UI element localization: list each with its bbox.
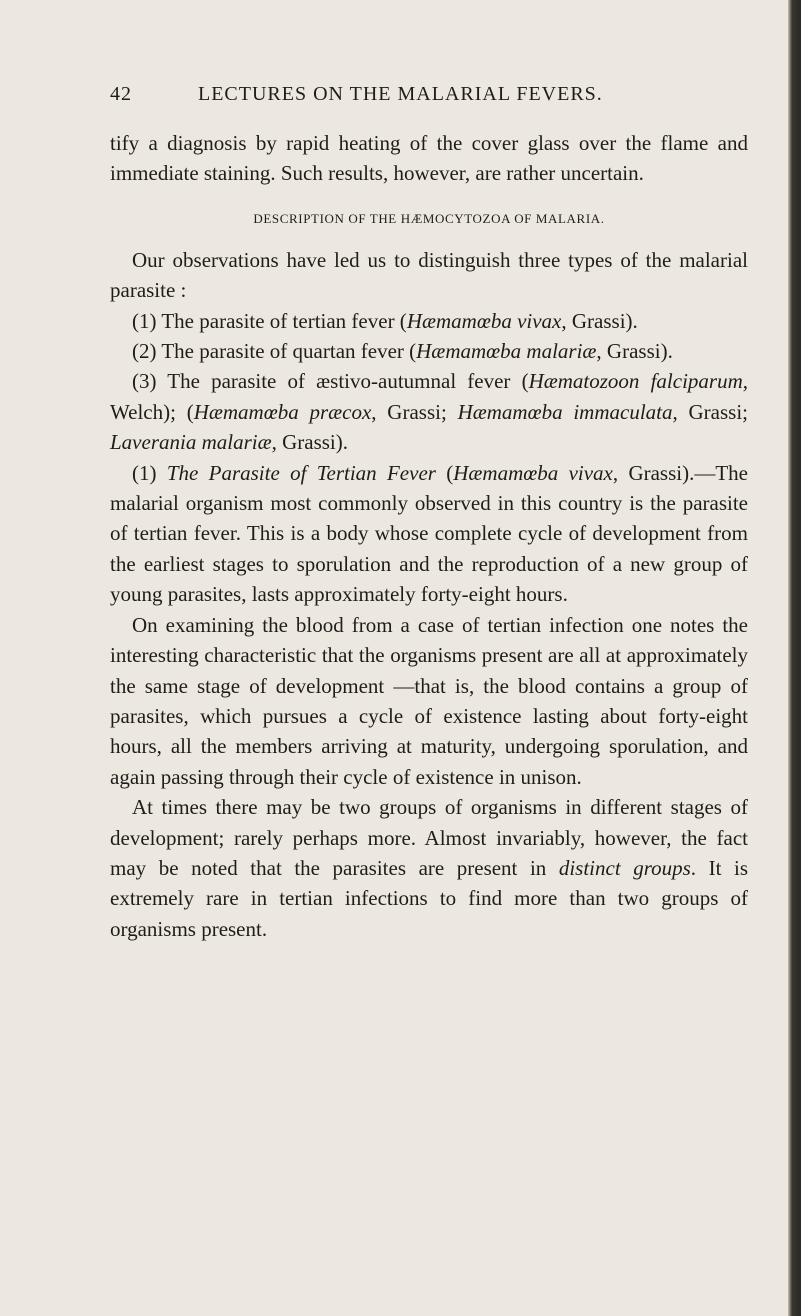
text-run: (: [435, 460, 454, 485]
paragraph-groups: [110, 792, 748, 944]
paragraph-intro: [110, 245, 748, 306]
text-run: , Grassi).: [271, 430, 348, 455]
text-run: , Grassi).: [561, 308, 638, 333]
paragraph-continuation: tify a diagnosis by rapid heating of the cover glass over the flame and immediate staining. Such results, however, are rather uncertain.: [110, 131, 748, 186]
species-name: Hæmatozoon falciparum: [528, 369, 743, 394]
page-edge-shadow: [788, 0, 801, 1316]
text-run: , Grassi;: [672, 399, 749, 424]
list-item-tertian: [110, 306, 748, 336]
text-run: (3) The parasite of æstivo-autumnal fever (: [132, 369, 529, 394]
text-run: . It is extremely rare in tertian infections to find more than two groups of organisms present.: [110, 855, 748, 941]
paragraph-examination: On examining the blood from a case of tertian infection one notes the interesting characteristic that the organisms present are all at approximately the same stage of development —that is, the blood contains a group of parasites, which pursues a cycle of existence lasting about forty-eight hours, all the members arriving at maturity, undergoing sporulation, and again passing through their cycle of existence in unison.: [110, 612, 748, 789]
species-name: Laverania malariæ: [110, 430, 272, 455]
species-name: Hæmamœba præcox: [193, 399, 372, 424]
section-heading: DESCRIPTION OF THE HÆMOCYTOZOA OF MALARIA.: [253, 210, 605, 226]
running-header: [110, 83, 748, 113]
page-number: 42: [110, 83, 132, 105]
list-item-quartan: [110, 336, 748, 366]
species-name: Hæmamœba immaculata: [457, 399, 673, 424]
text-run: , Grassi).—The malarial organism most commonly observed in this country is the parasite of tertian fever. This is a body whose complete cycle of development from the earliest stages to sporulation and the reproduction of a new group of young parasites, lasts approximately forty-eight hours.: [110, 460, 748, 607]
subheading-italic: The Parasite of Tertian Fever: [166, 460, 436, 485]
text-run: (2) The parasite of quartan fever (: [132, 339, 417, 364]
text-run: At times there may be two groups of organisms in different stages of development; rarely perhaps more. Almost invariably, however, the fact may be noted that the parasites are present in: [110, 795, 748, 880]
species-name: Hæmamœba vivax: [406, 308, 562, 333]
species-name: Hæmamœba vivax: [453, 460, 613, 485]
emphasis: distinct groups: [558, 855, 691, 880]
paragraph-tertian-parasite: [110, 458, 748, 610]
species-name: Hæmamœba malariæ: [416, 339, 597, 364]
running-title: LECTURES ON THE MALARIAL FEVERS.: [198, 83, 603, 105]
text-run: , Welch); (: [110, 369, 748, 424]
list-item-aestivo-autumnal: [110, 366, 748, 457]
text-run: , Grassi;: [371, 399, 458, 424]
page-body: [110, 128, 748, 944]
text-run: , Grassi).: [596, 339, 673, 364]
text-run: (1): [132, 460, 167, 485]
paragraph-text: Our observations have led us to distinguish three types of the malarial parasite :: [110, 247, 748, 303]
text-run: (1) The parasite of tertian fever (: [132, 308, 407, 333]
